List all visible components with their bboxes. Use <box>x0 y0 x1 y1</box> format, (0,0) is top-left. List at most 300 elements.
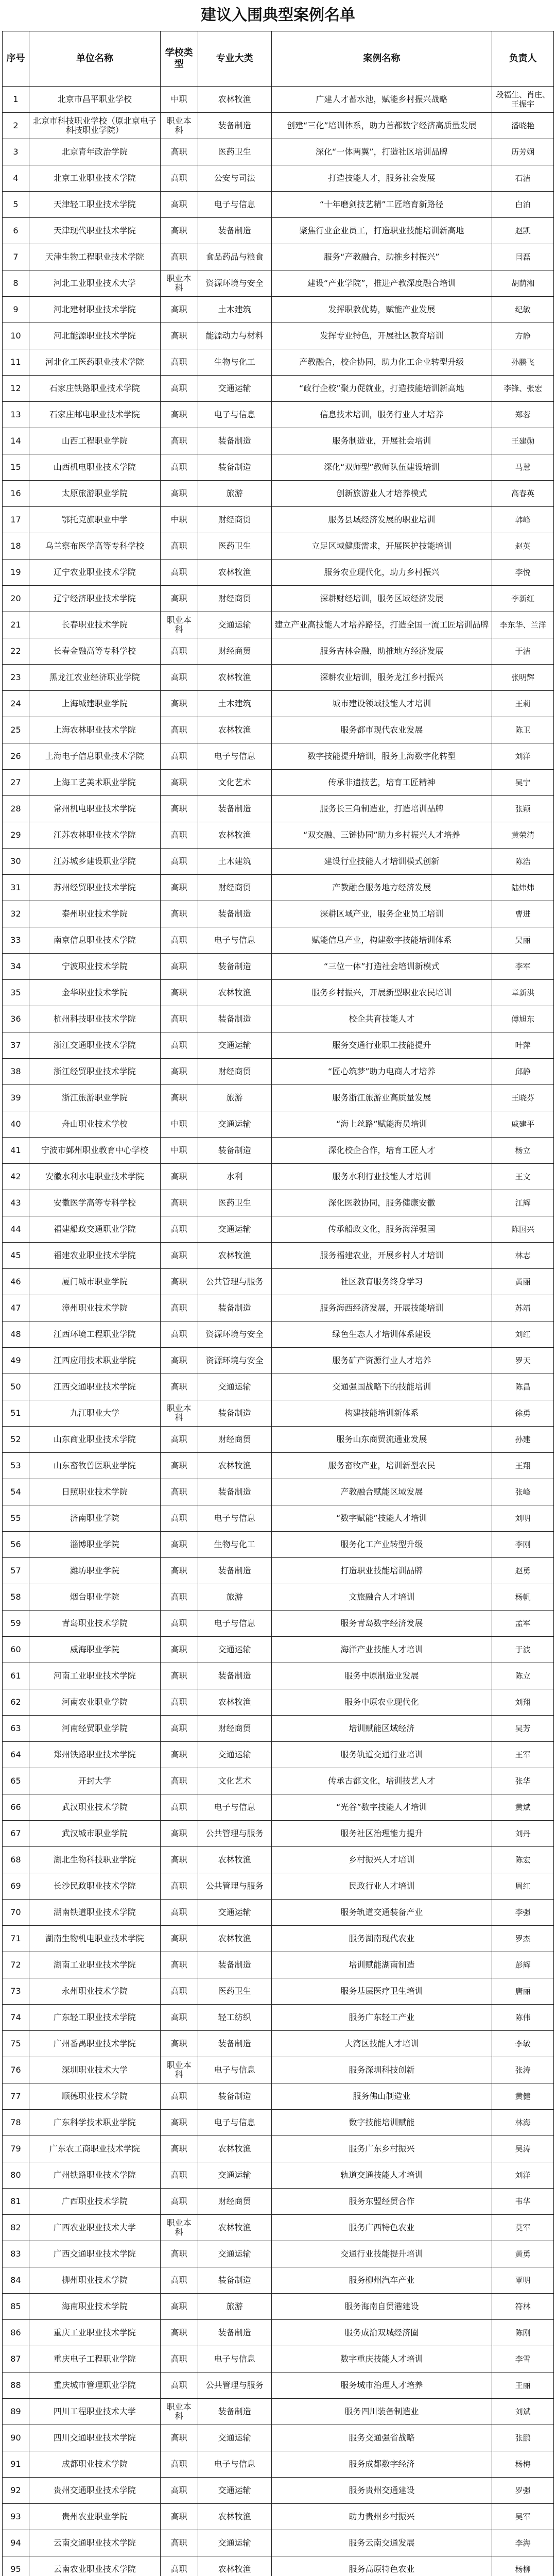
row-case: 数字重庆技能人才培训 <box>272 2346 493 2372</box>
table-row <box>2 1427 554 1453</box>
row-type: 高职 <box>161 770 198 795</box>
table-row <box>2 665 554 691</box>
row-type: 高职 <box>161 1532 198 1557</box>
row-school: 浙江经贸职业技术学院 <box>29 1059 161 1084</box>
row-case: 建设行业技能人才培训模式创新 <box>272 849 493 874</box>
table-row <box>2 1663 554 1689</box>
row-school: 重庆工业职业技术学院 <box>29 2320 161 2346</box>
table-row <box>2 113 554 139</box>
row-category: 旅游 <box>198 1584 272 1610</box>
row-category: 装备制造 <box>198 796 272 822</box>
row-lead: 杨立 <box>492 1138 554 1163</box>
row-type: 高职 <box>161 2294 198 2319</box>
table-row <box>2 244 554 270</box>
row-school: 武汉职业技术学院 <box>29 1794 161 1820</box>
row-case: 服务柳州汽车产业 <box>272 2267 493 2293</box>
row-case: 数字技能培训赋能 <box>272 2110 493 2136</box>
row-category: 电子与信息 <box>198 402 272 428</box>
row-case: 传承船政文化，服务海洋强国 <box>272 1216 493 1242</box>
row-case: 交通强国战略下的技能培训 <box>272 1374 493 1400</box>
table-row <box>2 2241 554 2267</box>
table-row <box>2 2031 554 2057</box>
row-case: 乡村振兴人才培训 <box>272 1847 493 1873</box>
row-lead: 陈宏 <box>492 1847 554 1873</box>
row-case: 建设“产业学院”，推进产教深度融合培训 <box>272 270 493 296</box>
row-lead: 刘翔 <box>492 1689 554 1715</box>
row-school: 厦门城市职业学院 <box>29 1269 161 1295</box>
row-case: 社区教育服务终身学习 <box>272 1269 493 1295</box>
row-type: 高职 <box>161 2372 198 2398</box>
row-type: 高职 <box>161 297 198 323</box>
row-lead: 段福生、肖庄、王振宇 <box>492 87 554 112</box>
row-case: 服务海西经济发展，开展技能培训 <box>272 1295 493 1321</box>
row-category: 财经商贸 <box>198 638 272 664</box>
row-school: 鄂托克旗职业中学 <box>29 507 161 533</box>
row-case: 数字技能提升培训，服务上海数字化转型 <box>272 743 493 769</box>
row-lead: 吴宁 <box>492 770 554 795</box>
row-lead: 李强 <box>492 1900 554 1925</box>
row-index: 63 <box>3 1716 29 1741</box>
row-index: 21 <box>3 612 29 638</box>
row-lead: 于波 <box>492 1637 554 1663</box>
row-category: 装备制造 <box>198 113 272 139</box>
row-index: 33 <box>3 927 29 953</box>
row-index: 55 <box>3 1505 29 1531</box>
table-row <box>2 2057 554 2083</box>
row-case: 产教融合，校企协同，助力化工企业转型升级 <box>272 349 493 375</box>
table-row <box>2 927 554 954</box>
row-case: 城市建设领域技能人才培训 <box>272 691 493 717</box>
row-category: 财经商贸 <box>198 875 272 901</box>
row-case: 服务海南自贸港建设 <box>272 2294 493 2319</box>
row-category: 文化艺术 <box>198 770 272 795</box>
row-type: 高职 <box>161 165 198 191</box>
case-table <box>2 31 554 2576</box>
table-row <box>2 2556 554 2576</box>
row-lead: 王丽 <box>492 2372 554 2398</box>
row-category: 电子与信息 <box>198 927 272 953</box>
row-index: 14 <box>3 428 29 454</box>
row-type: 高职 <box>161 1637 198 1663</box>
row-lead: 李东华、兰洋 <box>492 612 554 638</box>
row-type: 高职 <box>161 323 198 349</box>
row-index: 76 <box>3 2057 29 2083</box>
row-lead: 黄丽 <box>492 1269 554 1295</box>
row-index: 75 <box>3 2031 29 2057</box>
row-school: 广西农业职业技术大学 <box>29 2215 161 2241</box>
table-row <box>2 1006 554 1032</box>
row-case: 培训赋能区域经济 <box>272 1716 493 1741</box>
row-index: 47 <box>3 1295 29 1321</box>
row-school: 江西应用技术职业学院 <box>29 1348 161 1374</box>
row-school: 太原旅游职业学院 <box>29 481 161 506</box>
row-lead: 符林 <box>492 2294 554 2319</box>
header-category: 专业大类 <box>198 31 272 86</box>
row-type: 高职 <box>161 2451 198 2477</box>
table-body <box>2 87 554 2576</box>
table-row <box>2 1085 554 1111</box>
row-lead: 方静 <box>492 323 554 349</box>
row-index: 43 <box>3 1190 29 1216</box>
table-row <box>2 1400 554 1427</box>
row-index: 26 <box>3 743 29 769</box>
row-lead: 高春英 <box>492 481 554 506</box>
row-lead: 刘明 <box>492 1505 554 1531</box>
row-index: 67 <box>3 1821 29 1846</box>
row-index: 71 <box>3 1926 29 1952</box>
row-category: 土木建筑 <box>198 849 272 874</box>
row-index: 28 <box>3 796 29 822</box>
row-type: 高职 <box>161 849 198 874</box>
row-case: 创新旅游业人才培养模式 <box>272 481 493 506</box>
row-index: 65 <box>3 1768 29 1794</box>
row-school: 长春职业技术学院 <box>29 612 161 638</box>
row-type: 高职 <box>161 586 198 612</box>
row-category: 电子与信息 <box>198 1611 272 1636</box>
row-lead: 刘洋 <box>492 743 554 769</box>
row-school: 北京工业职业技术学院 <box>29 165 161 191</box>
row-lead: 李刚 <box>492 1532 554 1557</box>
row-category: 装备制造 <box>198 2267 272 2293</box>
row-type: 高职 <box>161 1952 198 1978</box>
row-index: 38 <box>3 1059 29 1084</box>
row-type: 职业本科 <box>161 1400 198 1426</box>
row-lead: 陈浩 <box>492 849 554 874</box>
row-case: 打造职业技能培训品牌 <box>272 1558 493 1584</box>
row-category: 文化艺术 <box>198 1768 272 1794</box>
row-case: 服务矿产资源行业人才培养 <box>272 1348 493 1374</box>
row-case: “光谷”数字技能人才培训 <box>272 1794 493 1820</box>
row-category: 电子与信息 <box>198 2451 272 2477</box>
row-school: 广州铁路职业技术学院 <box>29 2162 161 2188</box>
row-type: 高职 <box>161 665 198 690</box>
table-row <box>2 1847 554 1873</box>
table-row <box>2 218 554 244</box>
row-case: 聚焦行业企业员工，打造职业技能培训新高地 <box>272 218 493 244</box>
row-case: 大湾区技能人才培训 <box>272 2031 493 2057</box>
row-category: 电子与信息 <box>198 1505 272 1531</box>
row-category: 农林牧渔 <box>198 980 272 1006</box>
row-lead: 胡荫湘 <box>492 270 554 296</box>
table-row <box>2 1111 554 1138</box>
table-row <box>2 954 554 980</box>
row-school: 山东商业职业技术学院 <box>29 1427 161 1452</box>
header-school: 单位名称 <box>29 31 161 86</box>
row-lead: 林志 <box>492 1243 554 1268</box>
row-school: 山东畜牧兽医职业学院 <box>29 1453 161 1479</box>
row-school: 广东轻工职业技术学院 <box>29 2005 161 2030</box>
table-row <box>2 2451 554 2478</box>
row-category: 装备制造 <box>198 1663 272 1689</box>
row-index: 1 <box>3 87 29 112</box>
row-lead: 石洁 <box>492 165 554 191</box>
row-index: 46 <box>3 1269 29 1295</box>
row-index: 27 <box>3 770 29 795</box>
row-index: 18 <box>3 533 29 559</box>
row-index: 78 <box>3 2110 29 2136</box>
row-index: 3 <box>3 139 29 165</box>
row-lead: 莫军 <box>492 2215 554 2241</box>
row-index: 89 <box>3 2399 29 2425</box>
row-category: 农林牧渔 <box>198 560 272 585</box>
row-case: 校企共育技能人才 <box>272 1006 493 1032</box>
row-case: 服务四川装备制造业 <box>272 2399 493 2425</box>
row-case: 服务交通强省战略 <box>272 2425 493 2451</box>
row-type: 职业本科 <box>161 612 198 638</box>
table-row <box>2 1032 554 1059</box>
row-type: 高职 <box>161 1164 198 1190</box>
row-case: 服务都市现代农业发展 <box>272 717 493 743</box>
row-type: 高职 <box>161 743 198 769</box>
row-lead: 赵凯 <box>492 218 554 244</box>
table-row <box>2 2399 554 2425</box>
row-category: 电子与信息 <box>198 2346 272 2372</box>
row-school: 辽宁经济职业技术学院 <box>29 586 161 612</box>
table-row <box>2 1768 554 1794</box>
row-school: 山西机电职业技术学院 <box>29 454 161 480</box>
row-index: 9 <box>3 297 29 323</box>
row-category: 农林牧渔 <box>198 2504 272 2530</box>
row-case: 培训赋能湖南制造 <box>272 1952 493 1978</box>
row-school: 常州机电职业技术学院 <box>29 796 161 822</box>
table-row <box>2 1374 554 1400</box>
row-type: 职业本科 <box>161 2215 198 2241</box>
table-row <box>2 1794 554 1821</box>
row-index: 90 <box>3 2425 29 2451</box>
table-row <box>2 192 554 218</box>
row-lead: 历芳娴 <box>492 139 554 165</box>
table-row <box>2 901 554 927</box>
row-school: 上海工艺美术职业学院 <box>29 770 161 795</box>
row-type: 高职 <box>161 638 198 664</box>
row-school: 河北能源职业技术学院 <box>29 323 161 349</box>
row-lead: 陈国兴 <box>492 1216 554 1242</box>
table-row <box>2 1269 554 1295</box>
table-row <box>2 165 554 192</box>
row-lead: 王军 <box>492 1742 554 1768</box>
row-school: 四川交通职业技术学院 <box>29 2425 161 2451</box>
row-case: 广建人才蓄水池，赋能乡村振兴战略 <box>272 87 493 112</box>
row-school: 舟山职业技术学校 <box>29 1111 161 1137</box>
row-case: 服务深圳科技创新 <box>272 2057 493 2083</box>
row-category: 装备制造 <box>198 1479 272 1505</box>
row-category: 交通运输 <box>198 2162 272 2188</box>
row-school: 江西环境工程职业学院 <box>29 1321 161 1347</box>
row-type: 高职 <box>161 1321 198 1347</box>
table-row <box>2 2504 554 2530</box>
row-lead: 孙建 <box>492 1427 554 1452</box>
row-index: 64 <box>3 1742 29 1768</box>
table-row <box>2 849 554 875</box>
row-type: 高职 <box>161 2530 198 2556</box>
table-row <box>2 2530 554 2556</box>
row-lead: 刘斌 <box>492 2399 554 2425</box>
row-type: 高职 <box>161 2162 198 2188</box>
row-case: 服务浙江旅游业高质量发展 <box>272 1085 493 1111</box>
row-index: 10 <box>3 323 29 349</box>
row-type: 高职 <box>161 560 198 585</box>
table-row <box>2 1190 554 1216</box>
table-row <box>2 822 554 849</box>
row-index: 58 <box>3 1584 29 1610</box>
row-school: 福建船政交通职业学院 <box>29 1216 161 1242</box>
row-lead: 黄健 <box>492 2083 554 2109</box>
row-type: 高职 <box>161 1978 198 2004</box>
row-lead: 吴芳 <box>492 1716 554 1741</box>
row-category: 电子与信息 <box>198 743 272 769</box>
table-row <box>2 1348 554 1374</box>
row-case: 服务畜牧产业，培训新型农民 <box>272 1453 493 1479</box>
row-case: 发挥职教优势，赋能产业发展 <box>272 297 493 323</box>
row-index: 34 <box>3 954 29 979</box>
row-lead: 孙鹏飞 <box>492 349 554 375</box>
row-type: 高职 <box>161 2189 198 2214</box>
row-category: 财经商贸 <box>198 586 272 612</box>
row-lead: 潘晓艳 <box>492 113 554 139</box>
row-case: 服务化工产业转型升级 <box>272 1532 493 1557</box>
row-case: “政行企校”聚力促就业，打造技能培训新高地 <box>272 376 493 401</box>
row-category: 医药卫生 <box>198 139 272 165</box>
row-lead: 陈卫 <box>492 717 554 743</box>
row-lead: 韩峰 <box>492 507 554 533</box>
table-row <box>2 402 554 428</box>
table-row <box>2 507 554 533</box>
row-lead: 罗杰 <box>492 1926 554 1952</box>
row-lead: 李新红 <box>492 586 554 612</box>
row-category: 交通运输 <box>198 2530 272 2556</box>
row-school: 长沙民政职业技术学院 <box>29 1873 161 1899</box>
row-index: 11 <box>3 349 29 375</box>
row-index: 95 <box>3 2556 29 2576</box>
row-type: 高职 <box>161 1269 198 1295</box>
row-school: 广州番禺职业技术学院 <box>29 2031 161 2057</box>
row-type: 高职 <box>161 1768 198 1794</box>
row-category: 装备制造 <box>198 428 272 454</box>
row-type: 高职 <box>161 2320 198 2346</box>
table-row <box>2 1900 554 1926</box>
row-index: 20 <box>3 586 29 612</box>
row-type: 高职 <box>161 901 198 927</box>
row-case: 服务中原农业现代化 <box>272 1689 493 1715</box>
row-category: 水利 <box>198 1164 272 1190</box>
row-type: 高职 <box>161 1742 198 1768</box>
row-lead: 吴军 <box>492 2504 554 2530</box>
row-lead: 杨梅 <box>492 2451 554 2477</box>
row-category: 交通运输 <box>198 1111 272 1137</box>
table-row <box>2 1505 554 1532</box>
row-case: 服务广东轻工产业 <box>272 2005 493 2030</box>
table-row <box>2 139 554 165</box>
row-category: 轻工纺织 <box>198 2005 272 2030</box>
row-lead: 戚建平 <box>492 1111 554 1137</box>
row-category: 交通运输 <box>198 2425 272 2451</box>
row-category: 旅游 <box>198 2294 272 2319</box>
row-case: 轨道交通技能人才培训 <box>272 2162 493 2188</box>
row-school: 北京市昌平职业学校 <box>29 87 161 112</box>
row-category: 生物与化工 <box>198 349 272 375</box>
row-category: 交通运输 <box>198 2241 272 2267</box>
row-category: 公共管理与服务 <box>198 1821 272 1846</box>
row-lead: 林海 <box>492 2110 554 2136</box>
row-category: 交通运输 <box>198 612 272 638</box>
row-school: 广东农工商职业技术学院 <box>29 2136 161 2162</box>
row-case: “匠心筑梦”助力电商人才培养 <box>272 1059 493 1084</box>
table-row <box>2 297 554 323</box>
table-row <box>2 349 554 376</box>
row-index: 87 <box>3 2346 29 2372</box>
row-school: 贵州交通职业技术学院 <box>29 2478 161 2503</box>
row-type: 高职 <box>161 1689 198 1715</box>
row-case: 建立产业高技能人才培养路径，打造全国一流工匠培训品牌 <box>272 612 493 638</box>
row-index: 31 <box>3 875 29 901</box>
row-school: 广东科学技术职业学院 <box>29 2110 161 2136</box>
table-row <box>2 1453 554 1479</box>
row-school: 江苏城乡建设职业学院 <box>29 849 161 874</box>
table-row <box>2 2425 554 2451</box>
row-type: 职业本科 <box>161 113 198 139</box>
row-school: 河北工业职业技术大学 <box>29 270 161 296</box>
table-row <box>2 1821 554 1847</box>
row-index: 7 <box>3 244 29 270</box>
row-type: 高职 <box>161 980 198 1006</box>
row-index: 79 <box>3 2136 29 2162</box>
row-type: 高职 <box>161 1032 198 1058</box>
row-index: 80 <box>3 2162 29 2188</box>
row-case: 深化“双师型”教师队伍建设培训 <box>272 454 493 480</box>
row-school: 云南交通职业技术学院 <box>29 2530 161 2556</box>
header-type: 学校类型 <box>161 31 198 86</box>
row-type: 高职 <box>161 2031 198 2057</box>
row-type: 高职 <box>161 533 198 559</box>
table-row <box>2 2005 554 2031</box>
row-case: 服务制造业，开展社会培训 <box>272 428 493 454</box>
row-school: 深圳职业技术大学 <box>29 2057 161 2083</box>
row-index: 24 <box>3 691 29 717</box>
row-type: 高职 <box>161 1453 198 1479</box>
row-lead: 罗天 <box>492 1348 554 1374</box>
row-case: 服务云南交通发展 <box>272 2530 493 2556</box>
row-lead: 刘洋 <box>492 2162 554 2188</box>
row-index: 2 <box>3 113 29 139</box>
row-type: 高职 <box>161 1716 198 1741</box>
row-category: 土木建筑 <box>198 691 272 717</box>
row-index: 12 <box>3 376 29 401</box>
row-type: 中职 <box>161 1111 198 1137</box>
row-category: 交通运输 <box>198 1900 272 1925</box>
row-category: 装备制造 <box>198 1558 272 1584</box>
row-school: 河南经贸职业学院 <box>29 1716 161 1741</box>
row-case: 交通行业技能提升培训 <box>272 2241 493 2267</box>
row-school: 苏州经贸职业技术学院 <box>29 875 161 901</box>
row-case: 深耕农业培训，服务龙江乡村振兴 <box>272 665 493 690</box>
table-row <box>2 2294 554 2320</box>
row-case: 立足区域健康需求，开展医护技能培训 <box>272 533 493 559</box>
row-case: 服务“产教融合，助推乡村振兴” <box>272 244 493 270</box>
row-case: 服务东盟经贸合作 <box>272 2189 493 2214</box>
row-lead: 吴丽 <box>492 927 554 953</box>
table-row <box>2 2215 554 2241</box>
row-lead: 李锋、张宏 <box>492 376 554 401</box>
row-case: 创建“三化”培训体系，助力首都数字经济高质量发展 <box>272 113 493 139</box>
row-index: 59 <box>3 1611 29 1636</box>
row-case: “海上丝路”赋能海员培训 <box>272 1111 493 1137</box>
table-row <box>2 533 554 560</box>
row-school: 河北化工医药职业技术学院 <box>29 349 161 375</box>
table-row <box>2 980 554 1006</box>
table-row <box>2 1952 554 1978</box>
table-row <box>2 2162 554 2189</box>
row-type: 高职 <box>161 1085 198 1111</box>
